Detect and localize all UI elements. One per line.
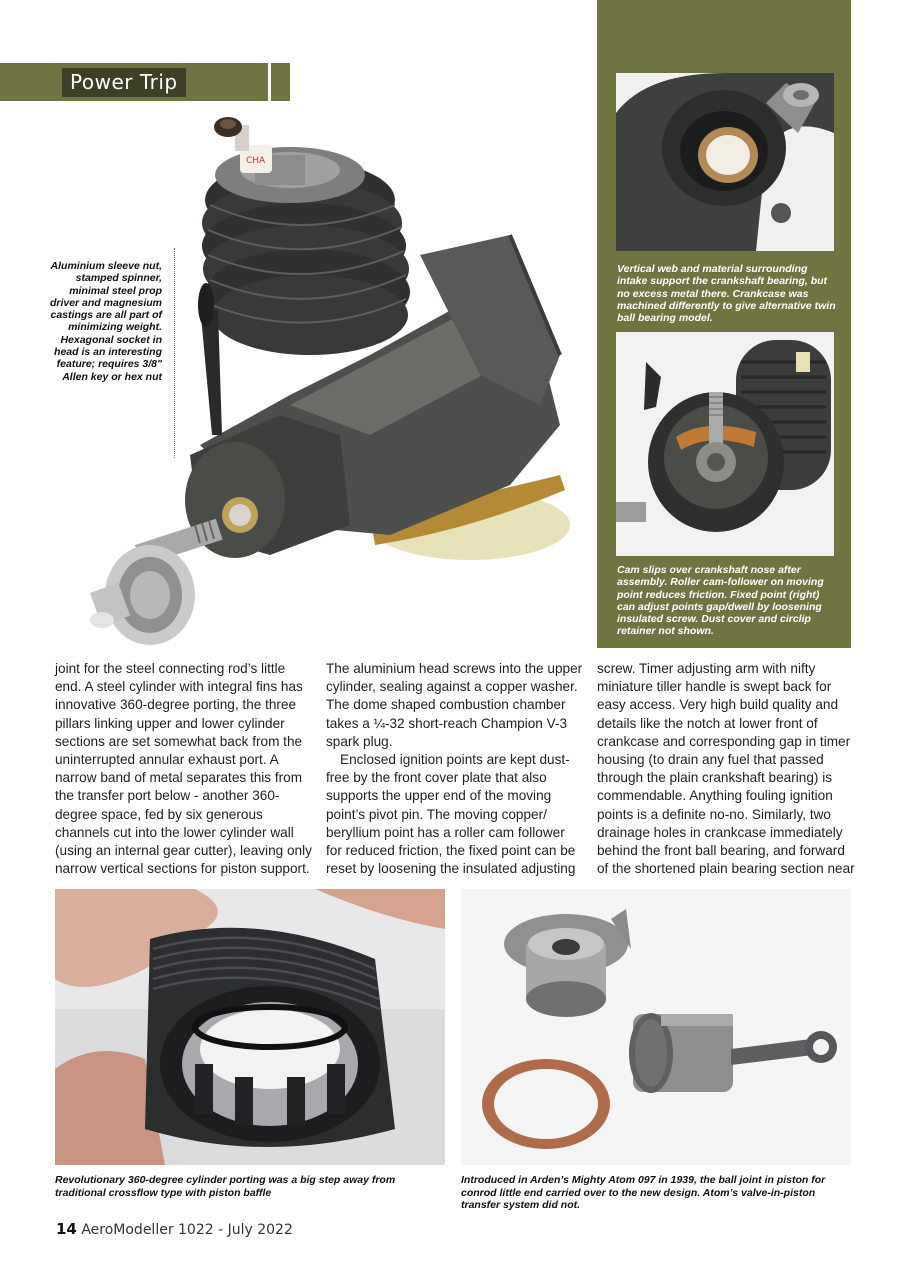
caption-leader-line [174,248,175,458]
crankcase-bearing-photo [616,73,834,251]
engine-photo-caption: Aluminium sleeve nut, stamped spinner, minimal steel prop driver and magnesium castings are all part of minimizing weight. Hexagonal socket in head is an interesting feature; requires 3/8" Allen key or hex nut [49,260,162,383]
cylinder-porting-photo [55,889,445,1165]
body-paragraph: screw. Timer adjusting arm with nifty miniature tiller handle is swept back for easy access. Very high build quality and details like the notch at lower front of crankcase and corresponding gap in timer housing (to drain any fuel that passed through the plain crankshaft bearing) is commendable. Anything fouling ignition points is a definite no-no. Similarly, two drainage holes in crankcase immediately behind the front ball bearing, and forward of the shortened plain bearing section near [597,661,855,877]
section-title: Power Trip [62,68,186,97]
body-paragraph: The aluminium head screws into the upper cylinder, sealing against a copper washer. The dome shaped combustion chamber takes a ¼-32 short-reach Champion V-3 spark plug. [326,661,583,749]
bottom-right-caption: Introduced in Arden’s Mighty Atom 097 in 1939, the ball joint in piston for conrod little end carried over to the new design. Atom’s valve-in-piston transfer system did not. [461,1174,826,1211]
svg-text:CHA: CHA [246,156,266,166]
body-paragraph: Enclosed ignition points are kept dust-free by the front cover plate that also supports the upper end of the moving point’s pivot pin. The moving copper/ beryllium point has a roller cam follower for reduced friction, the fixed point can be reset by loosening the insulated adjusting [326,752,576,877]
header-band-accent [271,63,290,101]
page-footer [56,1220,293,1238]
bottom-left-caption: Revolutionary 360-degree cylinder porting was a big step away from traditional crossflow type with piston baffle [55,1174,396,1199]
page-number: 14 [56,1220,77,1238]
body-column-3 [597,660,855,878]
sidebar-caption-bottom: Cam slips over crankshaft nose after assembly. Roller cam-follower on moving point reduces friction. Fixed point (right) can adjust points gap/dwell by loosening insulated screw. Dust cover and circlip retainer not shown. [617,564,824,638]
body-column-2 [326,660,584,878]
cam-points-photo [616,332,834,556]
body-column-1 [55,660,313,878]
sidebar-caption-top: Vertical web and material surrounding intake support the crankshaft bearing, but no excess metal there. Crankcase was machined differently to give alternative twin ball bearing model. [617,263,836,325]
magazine-issue: AeroModeller 1022 - July 2022 [81,1222,293,1238]
piston-conrod-photo [461,889,851,1165]
body-paragraph: joint for the steel connecting rod’s little end. A steel cylinder with integral fins has innovative 360-degree porting, the three pillars linking upper and lower cylinder sections are set somewhat back from the uninterrupted annular exhaust port. A narrow band of metal separates this from the transfer port below - another 360-degree space, fed by six generous channels cut into the lower cylinder wall (using an internal gear cutter), leaving only narrow vertical sections for piston support. [55,661,312,877]
